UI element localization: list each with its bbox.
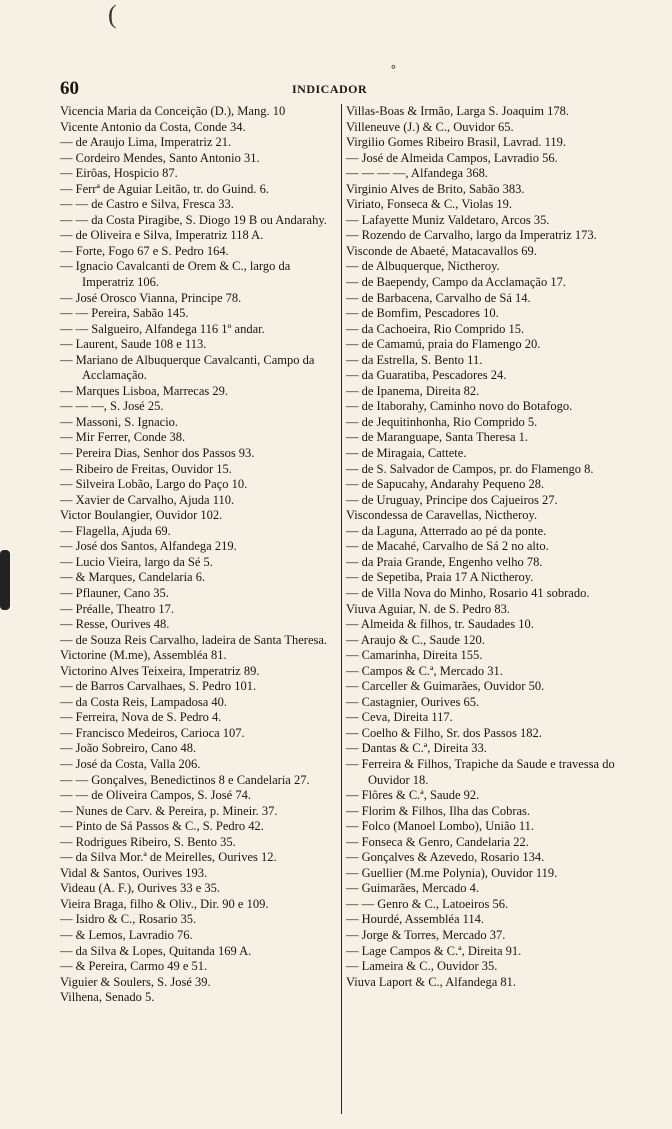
directory-entry xyxy=(346,710,652,726)
entry-text: — de Barbacena, Carvalho de Sá 14. xyxy=(346,290,531,305)
entry-text: Victorino Alves Teixeira, Imperatriz 89. xyxy=(60,663,260,678)
directory-entry xyxy=(346,726,652,742)
directory-entry xyxy=(346,912,652,928)
entry-text: — Almeida & filhos, tr. Saudades 10. xyxy=(346,617,534,632)
entry-text: — Massoni, S. Ignacio. xyxy=(60,414,179,429)
entry-text: — Dantas & C.ª, Direita 33. xyxy=(346,741,487,756)
entry-text: — Campos & C.ª, Mercado 31. xyxy=(346,663,503,678)
directory-entry xyxy=(346,462,652,478)
directory-entry xyxy=(60,259,340,290)
directory-entry xyxy=(346,944,652,960)
entry-text: Viuva Aguiar, N. de S. Pedro 83. xyxy=(346,601,511,616)
entry-text: — Ferreira, Nova de S. Pedro 4. xyxy=(60,710,222,725)
entry-text: Viuva Laport & C., Alfandega 81. xyxy=(346,974,517,989)
directory-entry xyxy=(60,446,340,462)
directory-entry xyxy=(346,757,652,788)
directory-entry xyxy=(60,353,340,384)
directory-entry xyxy=(60,197,340,213)
entry-text: — de Ipanema, Direita 82. xyxy=(346,383,480,398)
entry-text: — Guimarães, Mercado 4. xyxy=(346,881,479,896)
directory-entry xyxy=(346,508,652,524)
directory-entry xyxy=(346,477,652,493)
directory-entry xyxy=(60,508,340,524)
directory-entry xyxy=(60,959,340,975)
entry-text: — de Macahé, Carvalho de Sá 2 no alto. xyxy=(346,539,549,554)
entry-text: — — Salgueiro, Alfandega 116 1º andar. xyxy=(60,321,265,336)
entry-text: — Francisco Medeiros, Carioca 107. xyxy=(60,725,245,740)
directory-entry xyxy=(60,850,340,866)
entry-text: — de Jequitinhonha, Rio Comprido 5. xyxy=(346,414,538,429)
entry-text: — Pflauner, Cano 35. xyxy=(60,585,169,600)
directory-entry xyxy=(346,679,652,695)
directory-entry xyxy=(346,104,652,120)
directory-entry xyxy=(60,384,340,400)
directory-entry xyxy=(60,570,340,586)
entry-text: — Castagnier, Ourives 65. xyxy=(346,694,480,709)
directory-entry xyxy=(346,244,652,260)
entry-text: — da Costa Reis, Lampadosa 40. xyxy=(60,694,227,709)
directory-entry xyxy=(60,399,340,415)
entry-text: Victorine (M.me), Assembléa 81. xyxy=(60,648,227,663)
entry-text: — Flôres & C.ª, Saude 92. xyxy=(346,788,480,803)
entry-text: — Isidro & C., Rosario 35. xyxy=(60,912,197,927)
entry-text: — Florim & Filhos, Ilha das Cobras. xyxy=(346,803,531,818)
directory-entry xyxy=(346,741,652,757)
directory-entry xyxy=(346,695,652,711)
directory-entry xyxy=(60,104,340,120)
directory-entry xyxy=(346,602,652,618)
directory-entry xyxy=(60,819,340,835)
directory-entry xyxy=(60,741,340,757)
directory-entry xyxy=(346,493,652,509)
entry-text: Vicencia Maria da Conceição (D.), Mang. 10 xyxy=(60,104,286,118)
entry-text: — José da Costa, Valla 206. xyxy=(60,756,201,771)
directory-entry xyxy=(346,337,652,353)
directory-entry xyxy=(60,462,340,478)
entry-text: — & Pereira, Carmo 49 e 51. xyxy=(60,959,208,974)
entry-text: — Ferreira & Filhos, Trapiche da Saude e travessa do Ouvidor 18. xyxy=(346,756,615,787)
directory-entry xyxy=(60,928,340,944)
directory-entry xyxy=(346,959,652,975)
directory-entry xyxy=(60,228,340,244)
entry-text: — José de Almeida Campos, Lavradio 56. xyxy=(346,150,558,165)
ink-smudge xyxy=(0,550,10,610)
directory-entry xyxy=(60,524,340,540)
directory-entry xyxy=(60,679,340,695)
corner-mark: ( xyxy=(108,0,117,29)
entry-text: — Pereira Dias, Senhor dos Passos 93. xyxy=(60,446,255,461)
directory-entry xyxy=(60,633,340,649)
entry-text: — Hourdé, Assembléa 114. xyxy=(346,912,485,927)
entry-text: — Lage Campos & C.ª, Direita 91. xyxy=(346,943,522,958)
entry-text: — Eirôas, Hospicio 87. xyxy=(60,166,178,181)
entry-text: Villas-Boas & Irmão, Larga S. Joaquim 178. xyxy=(346,104,569,118)
directory-entry xyxy=(60,648,340,664)
directory-entry xyxy=(346,228,652,244)
entry-text: — José Orosco Vianna, Principe 78. xyxy=(60,290,242,305)
directory-entry xyxy=(60,617,340,633)
directory-entry xyxy=(60,804,340,820)
entry-text: — de Araujo Lima, Imperatriz 21. xyxy=(60,135,232,150)
directory-entry xyxy=(60,710,340,726)
left-column xyxy=(60,104,340,1006)
entry-text: — Nunes de Carv. & Pereira, p. Mineir. 37. xyxy=(60,803,278,818)
entry-text: — Mariano de Albuquerque Cavalcanti, Campo da Acclamação. xyxy=(60,352,315,383)
entry-text: — de Bomfim, Pescadores 10. xyxy=(346,306,499,321)
directory-entry xyxy=(346,881,652,897)
directory-entry xyxy=(346,897,652,913)
directory-entry xyxy=(60,415,340,431)
entry-text: — Préalle, Theatro 17. xyxy=(60,601,174,616)
entry-text: — Mir Ferrer, Conde 38. xyxy=(60,430,186,445)
directory-entry xyxy=(346,384,652,400)
directory-entry xyxy=(346,182,652,198)
entry-text: — José dos Santos, Alfandega 219. xyxy=(60,539,237,554)
directory-entry xyxy=(60,291,340,307)
entry-text: — — —, S. José 25. xyxy=(60,399,164,414)
directory-entry xyxy=(60,757,340,773)
directory-entry xyxy=(60,244,340,260)
title-dot: ° xyxy=(391,62,396,76)
entry-text: Victor Boulangier, Ouvidor 102. xyxy=(60,508,223,523)
entry-text: — de Miragaia, Cattete. xyxy=(346,446,467,461)
entry-text: — da Laguna, Atterrado ao pé da ponte. xyxy=(346,523,547,538)
entry-text: — de Baependy, Campo da Acclamação 17. xyxy=(346,275,566,290)
entry-text: Villeneuve (J.) & C., Ouvidor 65. xyxy=(346,119,514,134)
directory-entry xyxy=(60,430,340,446)
entry-text: — Silveira Lobão, Largo do Paço 10. xyxy=(60,477,248,492)
directory-entry xyxy=(346,306,652,322)
entry-text: — de Albuquerque, Nictheroy. xyxy=(346,259,500,274)
directory-entry xyxy=(60,213,340,229)
directory-entry xyxy=(346,399,652,415)
directory-entry xyxy=(346,975,652,991)
entry-text: — de Camamú, praia do Flamengo 20. xyxy=(346,337,541,352)
directory-entry xyxy=(60,493,340,509)
entry-text: — de Uruguay, Principe dos Cajueiros 27. xyxy=(346,492,558,507)
directory-entry xyxy=(60,539,340,555)
entry-text: Viscondessa de Caravellas, Nictheroy. xyxy=(346,508,538,523)
entry-text: — — de Castro e Silva, Fresca 33. xyxy=(60,197,234,212)
entry-text: — de Barros Carvalhaes, S. Pedro 101. xyxy=(60,679,257,694)
directory-entry xyxy=(60,586,340,602)
column-divider xyxy=(341,104,342,1114)
entry-text: — da Praia Grande, Engenho velho 78. xyxy=(346,554,543,569)
directory-entry xyxy=(60,664,340,680)
entry-text: — Coelho & Filho, Sr. dos Passos 182. xyxy=(346,725,542,740)
directory-entry xyxy=(346,788,652,804)
entry-text: — Marques Lisboa, Marrecas 29. xyxy=(60,383,229,398)
entry-text: — Resse, Ourives 48. xyxy=(60,617,170,632)
directory-entry xyxy=(60,182,340,198)
entry-text: — — Genro & C., Latoeiros 56. xyxy=(346,896,509,911)
directory-entry xyxy=(60,602,340,618)
page-title: INDICADOR xyxy=(292,82,368,96)
entry-text: — Fonseca & Genro, Candelaria 22. xyxy=(346,834,529,849)
directory-entry xyxy=(346,648,652,664)
entry-text: — Forte, Fogo 67 e S. Pedro 164. xyxy=(60,243,229,258)
entry-text: — de Maranguape, Santa Theresa 1. xyxy=(346,430,528,445)
entry-text: — João Sobreiro, Cano 48. xyxy=(60,741,197,756)
directory-entry xyxy=(346,430,652,446)
entry-text: — da Silva & Lopes, Quitanda 169 A. xyxy=(60,943,252,958)
directory-entry xyxy=(346,633,652,649)
directory-entry xyxy=(60,477,340,493)
entry-text: — Ribeiro de Freitas, Ouvidor 15. xyxy=(60,461,232,476)
directory-entry xyxy=(60,135,340,151)
entry-text: Viriato, Fonseca & C., Violas 19. xyxy=(346,197,512,212)
directory-entry xyxy=(346,291,652,307)
directory-entry xyxy=(60,773,340,789)
entry-text: — de Oliveira e Silva, Imperatriz 118 A. xyxy=(60,228,264,243)
entry-text: — Lucio Vieira, largo da Sé 5. xyxy=(60,554,213,569)
entry-text: — da Estrella, S. Bento 11. xyxy=(346,352,483,367)
directory-entry xyxy=(346,213,652,229)
entry-text: — Camarinha, Direita 155. xyxy=(346,648,483,663)
entry-text: — Ferrª de Aguiar Leitão, tr. do Guind. 6. xyxy=(60,181,269,196)
entry-text: — & Lemos, Lavradio 76. xyxy=(60,927,193,942)
directory-entry xyxy=(346,804,652,820)
entry-text: Vidal & Santos, Ourives 193. xyxy=(60,865,208,880)
entry-text: — — Gonçalves, Benedictinos 8 e Candelaria 27. xyxy=(60,772,310,787)
directory-entry xyxy=(60,337,340,353)
directory-entry xyxy=(60,912,340,928)
directory-entry xyxy=(60,881,340,897)
directory-entry xyxy=(346,617,652,633)
entry-text: — da Guaratiba, Pescadores 24. xyxy=(346,368,507,383)
entry-text: — Folco (Manoel Lombo), União 11. xyxy=(346,819,535,834)
entry-text: — de S. Salvador de Campos, pr. do Flamengo 8. xyxy=(346,461,594,476)
entry-text: — Guellier (M.me Polynia), Ouvidor 119. xyxy=(346,865,558,880)
entry-text: — da Cachoeira, Rio Comprido 15. xyxy=(346,321,525,336)
directory-entry xyxy=(346,664,652,680)
entry-text: — Rodrigues Ribeiro, S. Bento 35. xyxy=(60,834,236,849)
entry-text: Viguier & Soulers, S. José 39. xyxy=(60,974,211,989)
entry-text: — Laurent, Saude 108 e 113. xyxy=(60,337,207,352)
entry-text: Visconde de Abaeté, Matacavallos 69. xyxy=(346,243,537,258)
directory-entry xyxy=(346,120,652,136)
directory-entry xyxy=(346,819,652,835)
entry-text: — Gonçalves & Azevedo, Rosario 134. xyxy=(346,850,545,865)
entry-text: — — — —, Alfandega 368. xyxy=(346,166,488,181)
entry-text: Vilhena, Senado 5. xyxy=(60,990,155,1005)
directory-entry xyxy=(60,944,340,960)
entry-text: — Araujo & C., Saude 120. xyxy=(346,632,485,647)
directory-entry xyxy=(60,835,340,851)
directory-entry xyxy=(346,555,652,571)
directory-entry xyxy=(60,788,340,804)
entry-text: — da Silva Mor.ª de Meirelles, Ourives 12. xyxy=(60,850,277,865)
directory-entry xyxy=(346,524,652,540)
directory-entry xyxy=(346,586,652,602)
entry-text: — de Sepetiba, Praia 17 A Nictheroy. xyxy=(346,570,534,585)
entry-text: — Carceller & Guimarães, Ouvidor 50. xyxy=(346,679,545,694)
entry-text: — Rozendo de Carvalho, largo da Imperatriz 173. xyxy=(346,228,597,243)
entry-text: Vieira Braga, filho & Oliv., Dir. 90 e 109. xyxy=(60,896,269,911)
directory-entry xyxy=(60,322,340,338)
page-number: 60 xyxy=(60,78,79,99)
entry-text: — Ignacio Cavalcanti de Orem & C., largo da Imperatriz 106. xyxy=(60,259,291,290)
directory-entry xyxy=(60,695,340,711)
directory-entry xyxy=(60,897,340,913)
directory-entry xyxy=(346,866,652,882)
directory-entry xyxy=(346,570,652,586)
directory-entry xyxy=(346,928,652,944)
directory-entry xyxy=(60,726,340,742)
entry-text: — — da Costa Piragibe, S. Diogo 19 B ou Andarahy. xyxy=(60,212,327,227)
directory-entry xyxy=(60,166,340,182)
directory-entry xyxy=(346,850,652,866)
directory-entry xyxy=(60,990,340,1006)
entry-text: Vicente Antonio da Costa, Conde 34. xyxy=(60,119,246,134)
entry-text: — Xavier de Carvalho, Ajuda 110. xyxy=(60,492,235,507)
directory-entry xyxy=(346,322,652,338)
entry-text: — de Itaborahy, Caminho novo do Botafogo. xyxy=(346,399,573,414)
directory-entry xyxy=(346,835,652,851)
entry-text: — Jorge & Torres, Mercado 37. xyxy=(346,927,506,942)
directory-entry xyxy=(346,166,652,182)
entry-text: — Ceva, Direita 117. xyxy=(346,710,453,725)
directory-entry xyxy=(60,306,340,322)
entry-text: Virginio Alves de Brito, Sabão 383. xyxy=(346,181,525,196)
directory-entry xyxy=(346,446,652,462)
directory-entry xyxy=(346,197,652,213)
entry-text: Virgilio Gomes Ribeiro Brasil, Lavrad. 119. xyxy=(346,135,567,150)
entry-text: — Pinto de Sá Passos & C., S. Pedro 42. xyxy=(60,819,264,834)
directory-entry xyxy=(346,151,652,167)
directory-entry xyxy=(346,368,652,384)
directory-entry xyxy=(346,415,652,431)
entry-text: — & Marques, Candelaria 6. xyxy=(60,570,206,585)
directory-entry xyxy=(60,975,340,991)
entry-text: — de Sapucahy, Andarahy Pequeno 28. xyxy=(346,477,545,492)
directory-entry xyxy=(346,539,652,555)
directory-entry xyxy=(60,151,340,167)
directory-entry xyxy=(60,866,340,882)
entry-text: — Lameira & C., Ouvidor 35. xyxy=(346,959,498,974)
directory-entry xyxy=(60,120,340,136)
entry-text: — — de Oliveira Campos, S. José 74. xyxy=(60,788,251,803)
directory-entry xyxy=(346,275,652,291)
entry-text: — de Souza Reis Carvalho, ladeira de Santa Theresa. xyxy=(60,632,328,647)
entry-text: — — Pereira, Sabão 145. xyxy=(60,306,189,321)
right-column xyxy=(346,104,652,990)
entry-text: — Lafayette Muniz Valdetaro, Arcos 35. xyxy=(346,212,550,227)
entry-text: Videau (A. F.), Ourives 33 e 35. xyxy=(60,881,221,896)
entry-text: — Flagella, Ajuda 69. xyxy=(60,523,171,538)
directory-entry xyxy=(346,353,652,369)
directory-entry xyxy=(60,555,340,571)
directory-entry xyxy=(346,259,652,275)
entry-text: — de Villa Nova do Minho, Rosario 41 sobrado. xyxy=(346,585,590,600)
entry-text: — Cordeiro Mendes, Santo Antonio 31. xyxy=(60,150,260,165)
directory-entry xyxy=(346,135,652,151)
